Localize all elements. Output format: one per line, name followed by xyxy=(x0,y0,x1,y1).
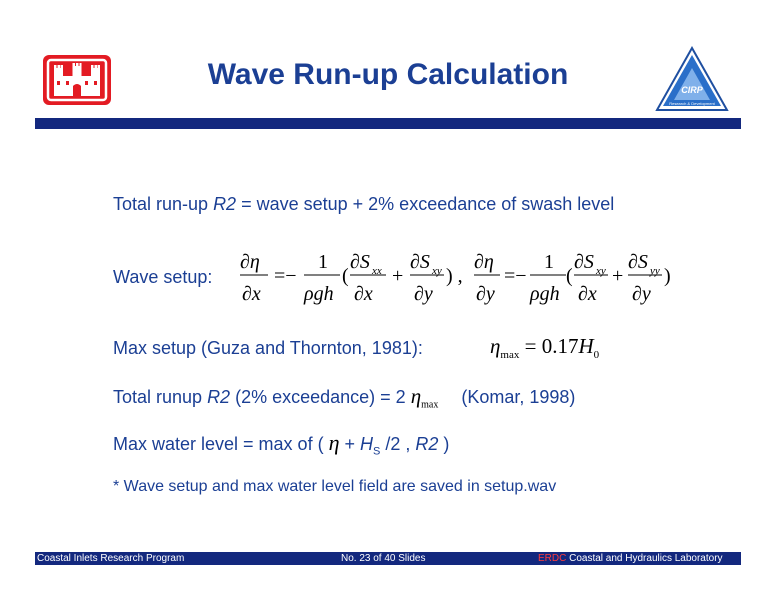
max-setup-equation: $\eta_{max} = 0.17H_0$ xyxy=(490,334,600,362)
wave-setup-equations xyxy=(232,244,682,310)
svg-text:): ) xyxy=(664,265,671,287)
svg-text:xy: xy xyxy=(596,265,606,277)
page-title: Wave Run-up Calculation xyxy=(207,58,569,91)
svg-text:(: ( xyxy=(566,265,573,287)
svg-text:xx: xx xyxy=(372,265,382,277)
runup-definition: Total run-up R2 = wave setup + 2% exceedance of swash level xyxy=(113,194,615,214)
footer-bar xyxy=(35,552,741,565)
footer-left: Coastal Inlets Research Program xyxy=(37,553,185,564)
footnote: * Wave setup and max water level field are saved in setup.wav xyxy=(113,478,557,495)
svg-text:+: + xyxy=(612,265,624,287)
cirp-logo-ring-text: Research & Development xyxy=(669,101,715,106)
footer-page-count: No. 23 of 40 Slides xyxy=(341,553,426,564)
svg-text:1: 1 xyxy=(544,251,554,273)
svg-text:∂y: ∂y xyxy=(632,283,651,305)
svg-text:(: ( xyxy=(342,265,349,287)
footer-right: ERDC Coastal and Hydraulics Laboratory xyxy=(538,553,723,564)
wave-setup-label: Wave setup: xyxy=(113,267,213,287)
svg-text:∂y: ∂y xyxy=(476,283,495,305)
max-water-level-line: Max water level = max of ( $\eta + H_S$ /2 , R2 ) xyxy=(113,430,450,458)
svg-text:∂y: ∂y xyxy=(414,283,433,305)
total-runup-line: Total runup R2 (2% exceedance) = 2 $\eta_{max}$ (Komar, 1998) xyxy=(113,384,576,411)
svg-text:=−: =− xyxy=(274,265,297,287)
svg-text:∂S: ∂S xyxy=(410,251,430,273)
svg-text:∂η: ∂η xyxy=(474,251,494,273)
svg-text:∂S: ∂S xyxy=(574,251,594,273)
cirp-logo-label: CIRP xyxy=(681,85,703,95)
svg-text:xy: xy xyxy=(432,265,442,277)
svg-text:∂x: ∂x xyxy=(354,283,373,305)
max-setup-label: Max setup (Guza and Thornton, 1981): xyxy=(113,338,423,358)
svg-text:) ,: ) , xyxy=(446,265,463,287)
svg-text:∂S: ∂S xyxy=(628,251,648,273)
svg-text:∂x: ∂x xyxy=(242,283,261,305)
svg-text:∂x: ∂x xyxy=(578,283,597,305)
svg-text:ρgh: ρgh xyxy=(530,283,560,305)
svg-text:ρgh: ρgh xyxy=(304,283,334,305)
svg-text:yy: yy xyxy=(650,265,660,277)
svg-text:+: + xyxy=(392,265,404,287)
svg-text:=−: =− xyxy=(504,265,527,287)
title-divider xyxy=(35,118,741,129)
svg-text:∂η: ∂η xyxy=(240,251,260,273)
svg-text:1: 1 xyxy=(318,251,328,273)
svg-text:∂S: ∂S xyxy=(350,251,370,273)
